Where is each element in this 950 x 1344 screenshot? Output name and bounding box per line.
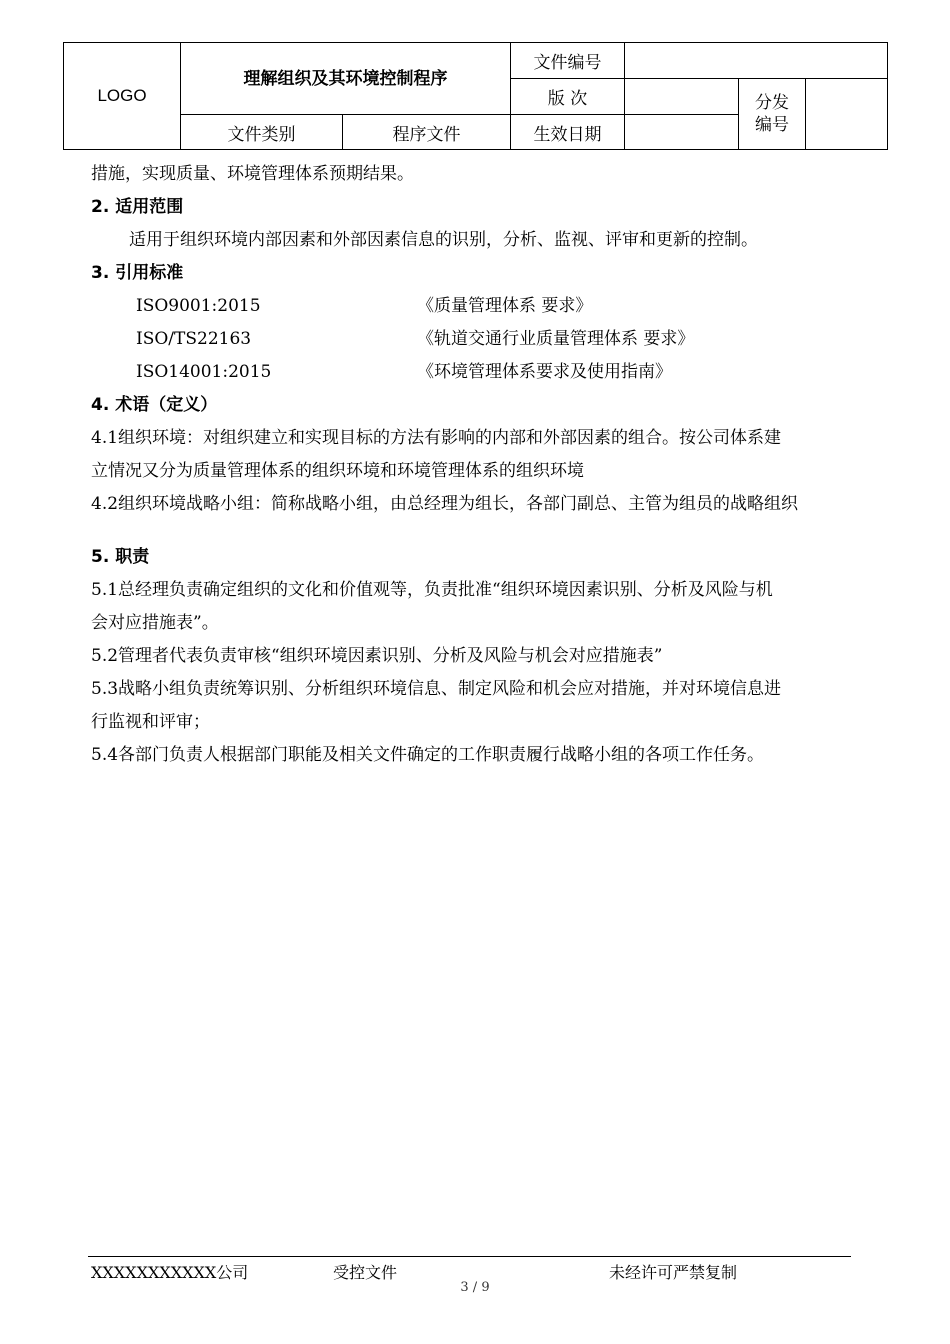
file-no-label: 文件编号 bbox=[511, 43, 625, 79]
reference-title: 《质量管理体系 要求》 bbox=[417, 296, 593, 316]
footer-company: XXXXXXXXXXX公司 bbox=[91, 1263, 249, 1282]
reference-code: ISO9001:2015 bbox=[136, 296, 261, 316]
effective-date-value bbox=[625, 115, 739, 150]
document-header-table bbox=[63, 42, 888, 150]
duties-heading: 5. 职责 bbox=[91, 547, 150, 567]
document-title: 理解组织及其环境控制程序 bbox=[181, 43, 511, 115]
reference-row bbox=[91, 290, 871, 323]
duties-line: 行监视和评审； bbox=[91, 712, 210, 732]
version-value bbox=[625, 79, 739, 115]
reference-row bbox=[91, 356, 871, 389]
version-label: 版 次 bbox=[511, 79, 625, 115]
footer-divider bbox=[88, 1256, 851, 1257]
footer-controlled: 受控文件 bbox=[333, 1263, 398, 1282]
duties-line: 5.3战略小组负责统筹识别、分析组织环境信息、制定风险和机会应对措施，并对环境信息进 bbox=[91, 679, 782, 699]
duties-line: 会对应措施表”。 bbox=[91, 613, 219, 633]
terms-line: 4.1组织环境：对组织建立和实现目标的方法有影响的内部和外部因素的组合。按公司体系建 bbox=[91, 428, 782, 448]
terms-heading: 4. 术语（定义） bbox=[91, 395, 218, 415]
effective-date-label: 生效日期 bbox=[511, 115, 625, 150]
duties-line: 5.2管理者代表负责审核“组织环境因素识别、分析及风险与机会对应措施表” bbox=[91, 646, 663, 666]
distribution-label: 分发编号 bbox=[739, 79, 806, 150]
reference-code: ISO/TS22163 bbox=[136, 329, 252, 349]
terms-line: 4.2组织环境战略小组：简称战略小组，由总经理为组长，各部门副总、主管为组员的战略组织 bbox=[91, 494, 799, 514]
reference-title: 《轨道交通行业质量管理体系 要求》 bbox=[417, 329, 695, 349]
page-number: 3 / 9 bbox=[460, 1280, 490, 1295]
references-heading: 3. 引用标准 bbox=[91, 263, 184, 283]
terms-line: 立情况又分为质量管理体系的组织环境和环境管理体系的组织环境 bbox=[91, 461, 584, 481]
scope-heading: 2. 适用范围 bbox=[91, 197, 184, 217]
reference-row bbox=[91, 323, 871, 356]
intro-tail: 措施，实现质量、环境管理体系预期结果。 bbox=[91, 164, 414, 184]
distribution-value bbox=[806, 79, 888, 150]
logo: LOGO bbox=[64, 43, 181, 150]
duties-line: 5.1总经理负责确定组织的文化和价值观等，负责批准“组织环境因素识别、分析及风险与机 bbox=[91, 580, 773, 600]
spacer bbox=[91, 521, 871, 541]
category-value: 程序文件 bbox=[343, 115, 511, 150]
duties-line: 5.4各部门负责人根据部门职能及相关文件确定的工作职责履行战略小组的各项工作任务。 bbox=[91, 745, 765, 765]
file-no-value bbox=[625, 43, 888, 79]
footer-no-copy: 未经许可严禁复制 bbox=[609, 1263, 738, 1282]
scope-text: 适用于组织环境内部因素和外部因素信息的识别，分析、监视、评审和更新的控制。 bbox=[129, 230, 758, 250]
document-body bbox=[91, 158, 871, 772]
reference-code: ISO14001:2015 bbox=[136, 362, 272, 382]
category-label: 文件类别 bbox=[181, 115, 343, 150]
reference-title: 《环境管理体系要求及使用指南》 bbox=[417, 362, 672, 382]
